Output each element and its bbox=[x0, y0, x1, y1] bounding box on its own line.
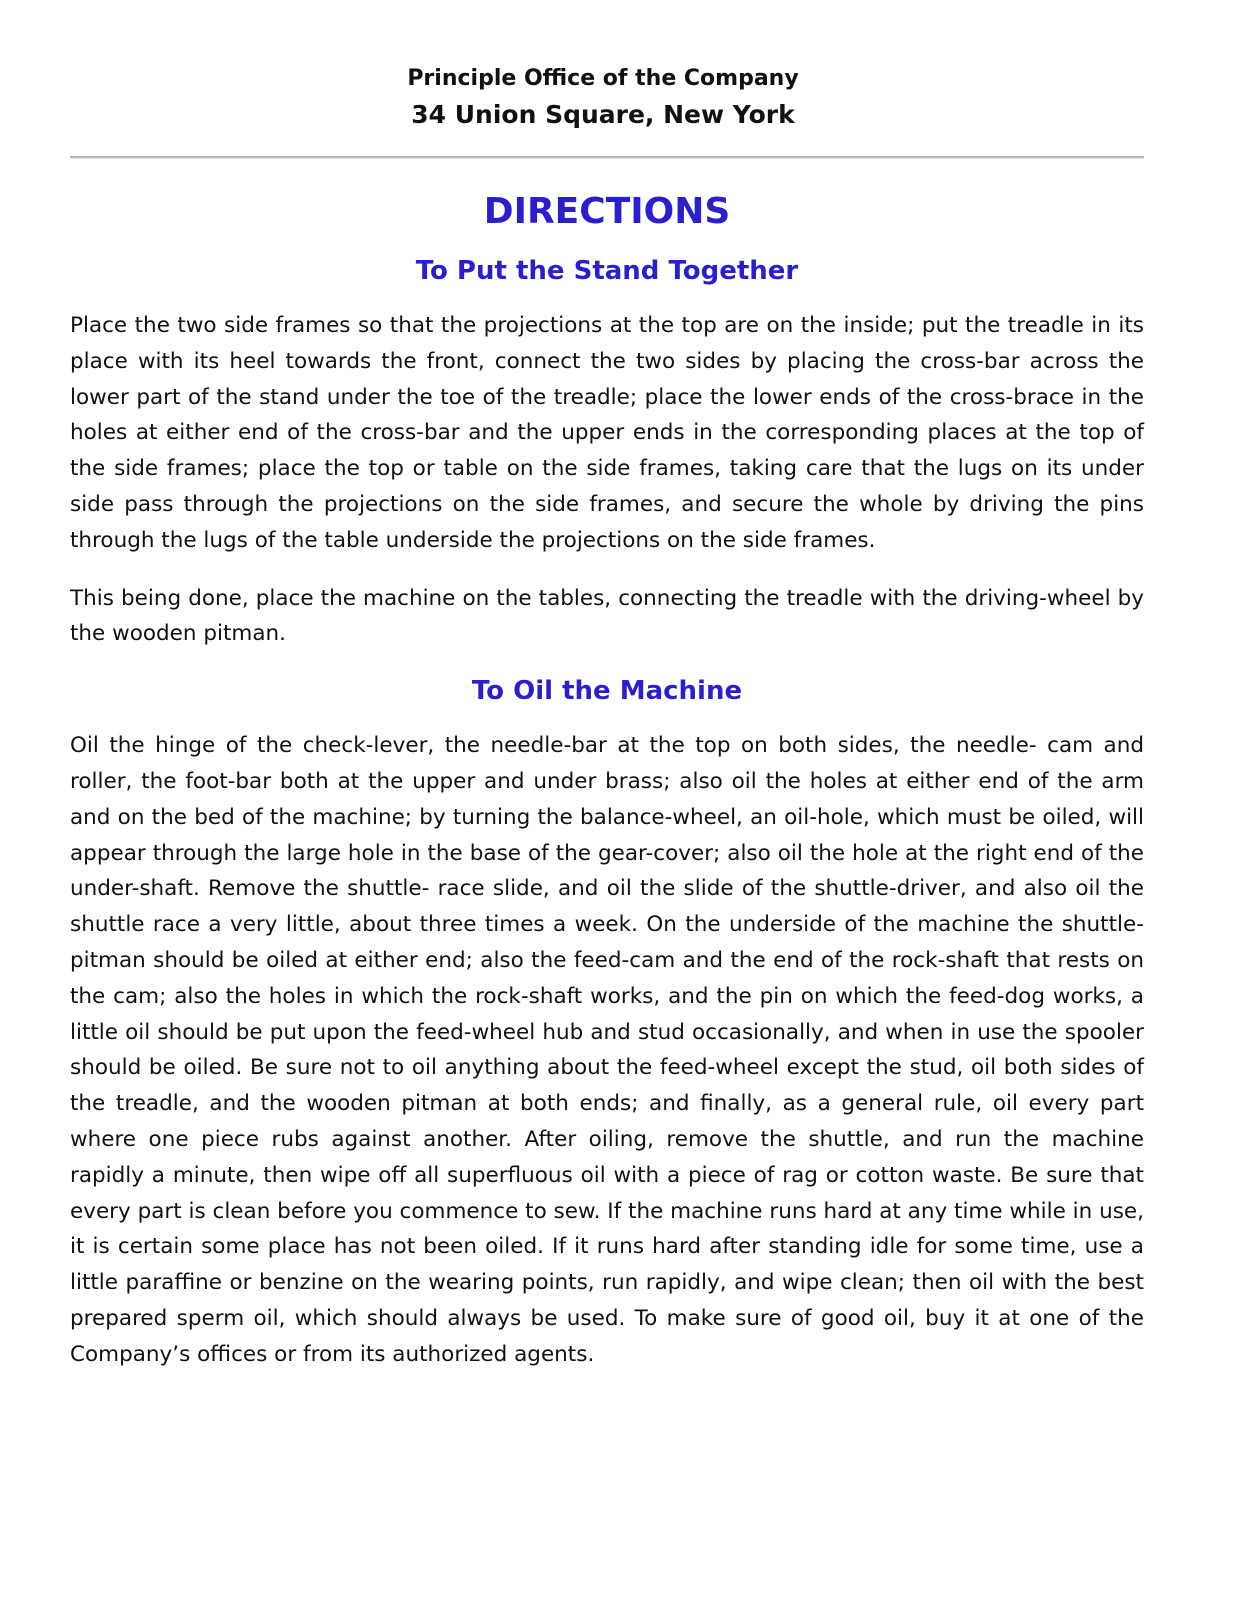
office-label: Principle Office of the Company bbox=[407, 66, 799, 91]
section-heading-stand: To Put the Stand Together bbox=[415, 256, 799, 286]
paragraph-stand-2: This being done, place the machine on the tables, connecting the treadle with the driving-wheel by the wooden pitman. bbox=[70, 585, 1144, 647]
page-title: DIRECTIONS bbox=[483, 191, 731, 232]
header-divider bbox=[70, 156, 1144, 158]
paragraph-stand-1: Place the two side frames so that the projections at the top are on the inside; put the treadle in its place with its heel towards the front, connect the two sides by placing the cross-bar across the lower part of the stand under the toe of the treadle; place the lower ends of the cross-brace in the holes at either end of the cross-bar and the upper ends in the corresponding places at the top of the side frames; place the top or table on the side frames, taking care that the lugs on its under side pass through the projections on the side frames, and secure the whole by driving the pins through the lugs of the table underside the projections on the side frames. bbox=[70, 313, 1144, 553]
section-heading-oil: To Oil the Machine bbox=[471, 676, 743, 707]
letterhead bbox=[62, 0, 1144, 134]
paragraph-oil-1: Oil the hinge of the check-lever, the needle-bar at the top on both sides, the needle- cam and roller, the foot-bar both at the upper and under brass; also oil the holes at either end of the arm and on the bed of the machine; by turning the balance-wheel, an oil-hole, which must be oiled, will appear through the large hole in the base of the gear-cover; also oil the hole at the right end of the under-shaft. Remove the shuttle- race slide, and oil the slide of the shuttle-driver, and also oil the shuttle race a very little, about three times a week. On the underside of the machine the shuttle-pitman should be oiled at either end; also the feed-cam and the end of the rock-shaft that rests on the cam; also the holes in which the rock-shaft works, and the pin on which the feed-dog works, a little oil should be put upon the feed-wheel hub and stud occasionally, and when in use the spooler should be oiled. Be sure not to oil anything about the feed-wheel except the stud, oil both sides of the treadle, and the wooden pitman at both ends; and finally, as a general rule, oil every part where one piece rubs against another. After oiling, remove the shuttle, and run the machine rapidly a minute, then wipe off all superfluous oil with a piece of rag or cotton waste. Be sure that every part is clean before you commence to sew. If the machine runs hard at any time while in use, it is certain some place has not been oiled. If it runs hard after standing idle for some time, use a little paraffine or benzine on the wearing points, run rapidly, and wipe clean; then oil with the best prepared sperm oil, which should always be used. To make sure of good oil, buy it at one of the Company’s offices or from its authorized agents. bbox=[70, 733, 1144, 1367]
office-address: 34 Union Square, New York bbox=[411, 100, 795, 129]
